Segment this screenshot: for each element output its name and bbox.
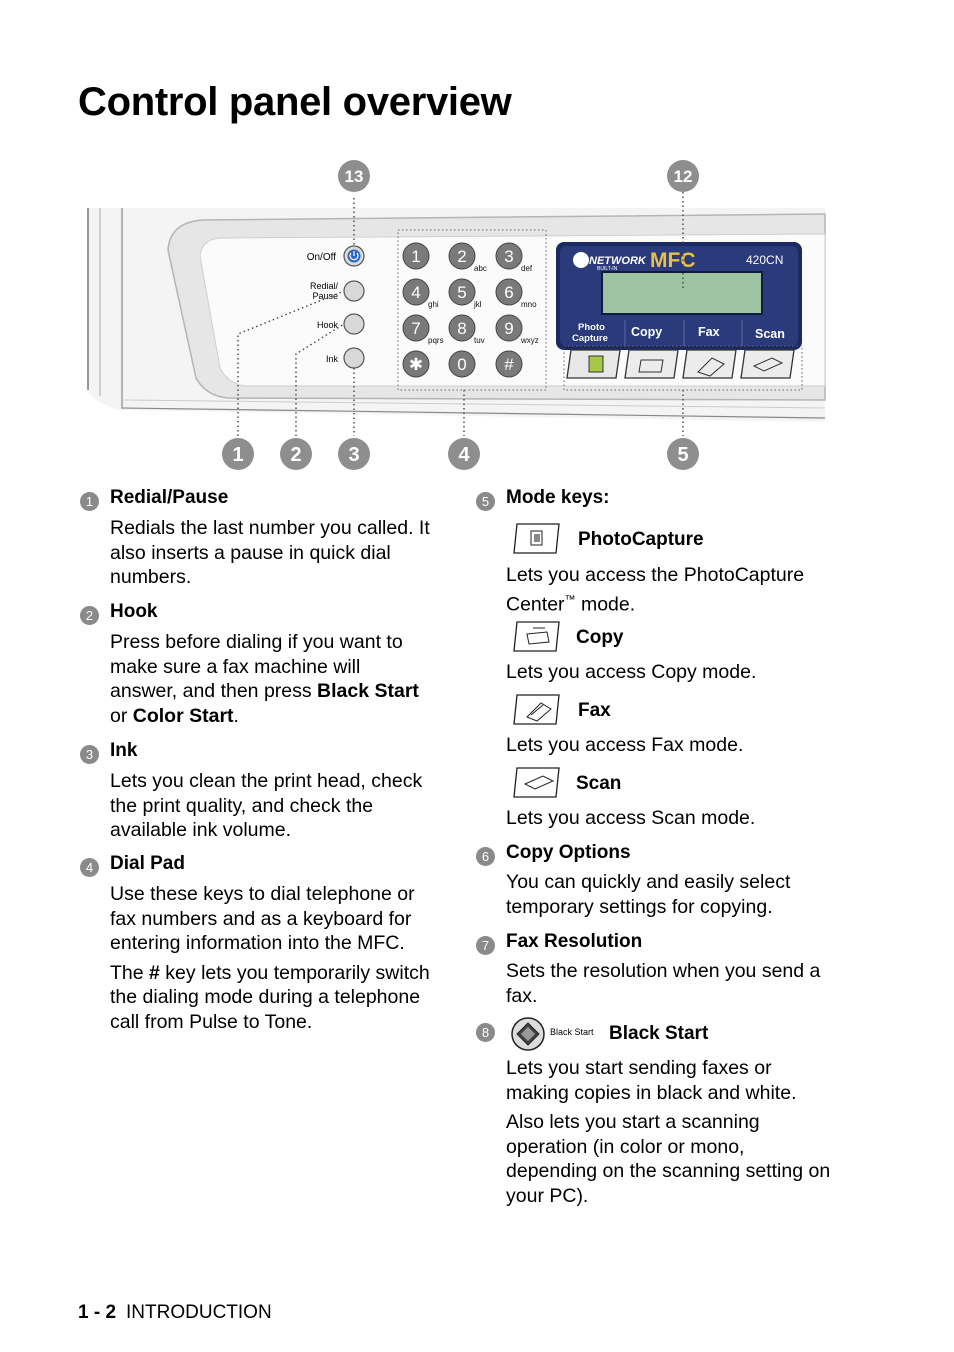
item-mode-keys xyxy=(476,486,836,510)
callout-4 xyxy=(448,438,480,470)
item-heading: Mode keys: xyxy=(506,487,610,508)
item-body: Use these keys to dial telephone or fax numbers and as a keyboard for entering information into the MFC. xyxy=(110,883,415,955)
item-number: 4 xyxy=(80,858,99,877)
copy-desc: Lets you access Copy mode. xyxy=(506,661,757,683)
dial-key-label: 8 xyxy=(457,319,467,338)
item-number: 6 xyxy=(476,847,495,866)
page-number: 1 - 2 xyxy=(78,1302,117,1323)
photo-mode-label-1: Photo xyxy=(578,322,605,333)
dial-key-letters: tuv xyxy=(474,336,485,345)
svg-text:5: 5 xyxy=(677,444,689,466)
item-fax-resolution xyxy=(476,930,836,1008)
item-body: You can quickly and easily select temporary settings for copying. xyxy=(506,871,791,918)
dial-key-letters: abc xyxy=(474,264,487,273)
hook-button xyxy=(344,314,364,334)
dial-key-label: 6 xyxy=(504,283,514,302)
on-off-label: On/Off xyxy=(306,252,336,263)
item-body-2: Also lets you start a scanning operation (in color or mono, depending on the scanning setting on your PC). xyxy=(506,1111,831,1207)
photo-mode-label-2: Capture xyxy=(572,333,608,344)
item-number: 5 xyxy=(476,492,495,511)
redial-label: Redial/ xyxy=(309,281,338,291)
item-number: 3 xyxy=(80,745,99,764)
item-heading: Redial/Pause xyxy=(110,487,229,508)
scan-label: Scan xyxy=(576,773,622,794)
dial-key-letters: mno xyxy=(521,300,537,309)
item-number: 7 xyxy=(476,936,495,955)
control-panel-illustration xyxy=(78,160,838,480)
photocapture-label: PhotoCapture xyxy=(578,529,704,550)
item-body: Press before dialing if you want to make sure a fax machine will answer, and then press Black Start or Color Start. xyxy=(110,631,419,727)
copy-label: Copy xyxy=(576,627,624,648)
ink-button xyxy=(344,348,364,368)
callout-5 xyxy=(667,438,699,470)
item-heading: Dial Pad xyxy=(110,853,185,874)
item-body-2: The # key lets you temporarily switch the dialing mode during a telephone call from Pulse to Tone. xyxy=(110,961,430,1033)
item-body: Redials the last number you called. It also inserts a pause in quick dial numbers. xyxy=(110,517,430,589)
svg-text:1: 1 xyxy=(232,444,244,466)
dial-key-label: 1 xyxy=(411,247,421,266)
svg-text:3: 3 xyxy=(348,444,360,466)
callout-1 xyxy=(222,438,254,470)
dial-key-label: 3 xyxy=(504,247,514,266)
dial-key-letters: jkl xyxy=(474,300,482,309)
dial-key-letters: ghi xyxy=(428,300,439,309)
callout-2 xyxy=(280,438,312,470)
item-heading: Copy Options xyxy=(506,842,631,863)
item-body: Sets the resolution when you send a fax. xyxy=(506,960,821,1007)
dial-key-label: ✱ xyxy=(408,355,424,374)
scan-desc: Lets you access Scan mode. xyxy=(506,807,756,829)
black-start-icon-label: Black Start xyxy=(550,1027,594,1037)
dial-key-label: 5 xyxy=(457,283,467,302)
fax-mode-key xyxy=(683,350,736,378)
svg-text:4: 4 xyxy=(458,444,470,466)
item-number: 2 xyxy=(80,606,99,625)
copy-mode-label: Copy xyxy=(631,325,663,339)
black-start-icon xyxy=(510,1016,546,1052)
photocapture-desc: Lets you access the PhotoCapture Center™ mode. xyxy=(506,564,805,616)
item-heading: Ink xyxy=(110,740,138,761)
dial-key-label: 7 xyxy=(411,319,421,338)
item-heading: Fax Resolution xyxy=(506,931,643,952)
fax-key-icon xyxy=(513,693,561,726)
dial-key-label: # xyxy=(504,355,514,374)
item-number: 1 xyxy=(80,492,99,511)
item-body: Lets you clean the print head, check the print quality, and check the available ink volume. xyxy=(110,770,423,842)
photocapture-mode-key xyxy=(567,350,620,378)
hook-label: Hook xyxy=(316,320,338,330)
svg-text:13: 13 xyxy=(344,167,364,186)
fax-label: Fax xyxy=(578,700,611,721)
pause-label: Pause xyxy=(312,291,338,301)
item-number: 8 xyxy=(476,1023,495,1042)
dial-key-label: 0 xyxy=(457,355,467,374)
callout-13 xyxy=(338,160,370,192)
item-redial-pause xyxy=(80,486,430,590)
network-logo: NETWORK xyxy=(589,255,646,267)
item-dial-pad xyxy=(80,852,430,1035)
mfc-logo: MFC xyxy=(650,249,696,272)
ink-label: Ink xyxy=(325,354,338,364)
scan-mode-label: Scan xyxy=(755,327,785,341)
dial-key-label: 4 xyxy=(411,283,421,302)
copy-mode-key xyxy=(625,350,678,378)
photocapture-key-icon xyxy=(513,522,561,555)
item-hook xyxy=(80,600,430,728)
item-body: Lets you start sending faxes or making copies in black and white. xyxy=(506,1057,797,1104)
dial-key-letters: pqrs xyxy=(428,336,444,345)
dial-key-letters: wxyz xyxy=(521,336,539,345)
dial-key-label: 9 xyxy=(504,319,514,338)
network-sub: BUILT-IN xyxy=(597,266,618,272)
fax-desc: Lets you access Fax mode. xyxy=(506,734,744,756)
model-label: 420CN xyxy=(746,253,784,267)
copy-key-icon xyxy=(513,620,561,653)
svg-text:2: 2 xyxy=(290,444,302,466)
item-copy-options xyxy=(476,841,836,919)
fax-mode-label: Fax xyxy=(698,325,720,339)
footer xyxy=(78,1302,272,1324)
dial-key-letters: def xyxy=(521,264,533,273)
dial-key-label: 2 xyxy=(457,247,467,266)
section-name: INTRODUCTION xyxy=(126,1302,272,1323)
item-ink xyxy=(80,739,430,843)
item-heading: Black Start xyxy=(609,1023,709,1044)
svg-text:12: 12 xyxy=(673,167,693,186)
page-title: Control panel overview xyxy=(78,80,512,124)
scan-key-icon xyxy=(513,766,561,799)
callout-12 xyxy=(667,160,699,192)
item-heading: Hook xyxy=(110,601,158,622)
callout-3 xyxy=(338,438,370,470)
redial-pause-button xyxy=(344,281,364,301)
scan-mode-key xyxy=(741,350,794,378)
on-off-button xyxy=(344,246,364,266)
